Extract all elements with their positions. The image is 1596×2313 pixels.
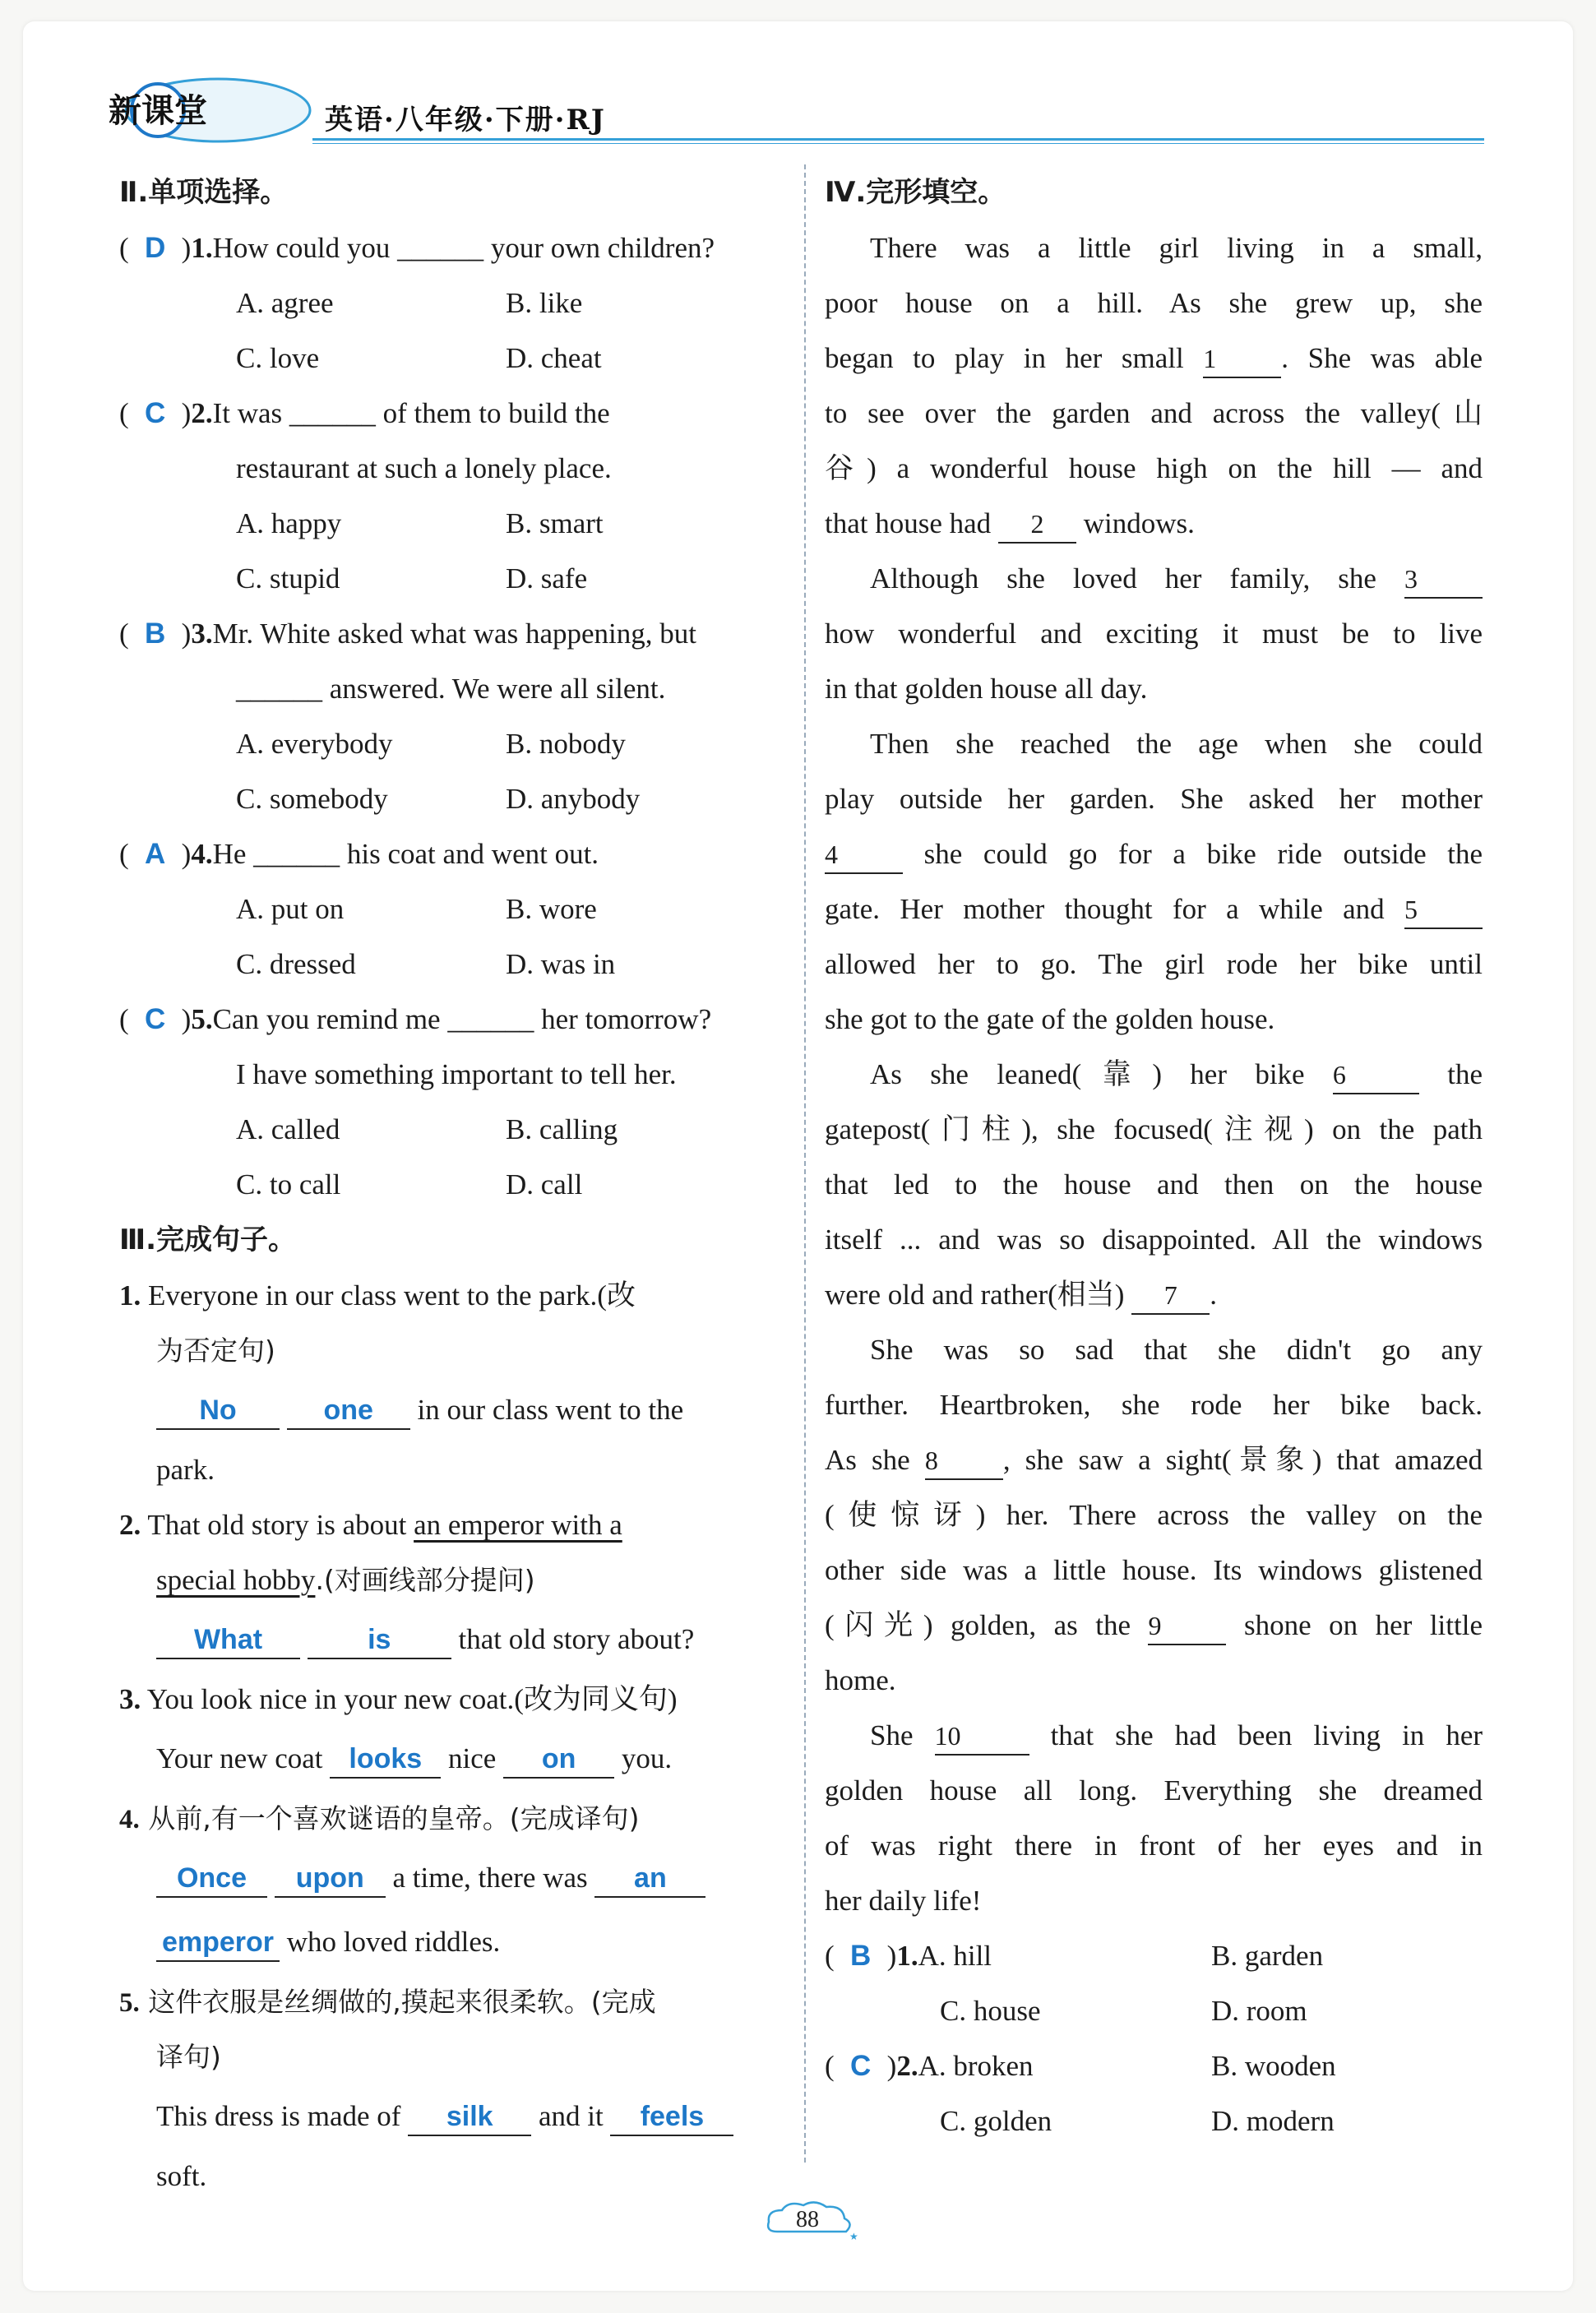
page-number: 88 (796, 2207, 819, 2232)
answer-1: D (145, 232, 166, 264)
cloze-question-1: ( B )1.A. hill B. garden (825, 1940, 1324, 1972)
s3-question-2: 2. That old story is about an emperor with a (119, 1509, 622, 1541)
options-row: A. everybody B. nobody (236, 728, 626, 760)
logo-text: 新课堂 (109, 92, 207, 130)
mc-question-3: ( B )3.Mr. White asked what was happening, but (119, 618, 696, 650)
header-subtitle: 英语·八年级·下册·RJ (325, 104, 606, 136)
cloze-blank-8: 8 (925, 1442, 1003, 1480)
svg-text:★: ★ (849, 2231, 858, 2242)
header-rule-thin (312, 143, 1484, 144)
instruction: 为否定句) (156, 1335, 275, 1367)
options-row: C. to call D. call (236, 1168, 583, 1200)
section-4-title: Ⅳ.完形填空。 (825, 176, 1006, 209)
cloze-blank-7: 7 (1131, 1277, 1210, 1315)
options-row: C. golden D. modern (940, 2105, 1335, 2137)
cloze-blank-4: 4 (825, 836, 903, 874)
answer-5: C (145, 1003, 166, 1035)
cloze-blank-6: 6 (1333, 1057, 1419, 1094)
cloze-answer-1: B (850, 1940, 872, 1972)
s3-question-3: 3. You look nice in your new coat.(改为同义句) (119, 1683, 678, 1715)
cloze-blank-10: 10 (935, 1718, 1029, 1756)
options-row: C. dressed D. was in (236, 948, 616, 980)
mc-question-2: ( C )2.It was ______ of them to build the (119, 397, 610, 429)
cloze-question-2: ( C )2.A. broken B. wooden (825, 2050, 1336, 2082)
page-number-cloud (761, 2195, 859, 2245)
options-row: A. agree B. like (236, 287, 583, 319)
options-row: A. put on B. wore (236, 893, 597, 925)
answer-line: Once upon a time, there was an (119, 1846, 777, 1910)
options-row: C. love D. cheat (236, 342, 602, 374)
answer-2: C (145, 397, 166, 429)
mc-question-4: ( A )4.He ______ his coat and went out. (119, 838, 599, 870)
cloze-blank-3: 3 (1404, 561, 1483, 599)
options-row: C. stupid D. safe (236, 562, 588, 594)
answer-line: emperor who loved riddles. (119, 1910, 777, 1974)
section-3-title: Ⅲ.完成句子。 (119, 1224, 297, 1256)
s3-question-4: 4. 从前,有一个喜欢谜语的皇帝。(完成译句) (119, 1802, 640, 1834)
answer-line: Your new coat looks nice on you. (119, 1727, 777, 1791)
header-rule (312, 138, 1484, 141)
options-row: A. called B. calling (236, 1113, 618, 1145)
question-continuation: ______ answered. We were all silent. (236, 673, 666, 705)
answer-line: This dress is made of silk and it feels (119, 2084, 777, 2149)
options-row: C. house D. room (940, 1995, 1307, 2027)
answer-4: A (145, 838, 166, 870)
question-continuation: restaurant at such a lonely place. (236, 452, 612, 484)
question-continuation: I have something important to tell her. (236, 1058, 677, 1090)
mc-question-1: ( D )1.How could you ______ your own children? (119, 232, 715, 264)
options-row: A. happy B. smart (236, 507, 604, 539)
mc-question-5: ( C )5.Can you remind me ______ her tomorrow? (119, 1003, 712, 1035)
right-column: Ⅳ.完形填空。 There was a little girl living in a small, poor house on a hill. As she grew up, she began to play in her small 1 . She was able to see over the garden and across the valley(山 谷) a wonderful house high on the hill — and that house had 2 windows. Although she loved her family, she 3 how wonderful and exciting it must be to live in that golden house all day. Then she reached the age when she could play outside her garden. She asked her mother 4 she could go for a bike ride outside the gate. Her mother thought for a while and 5 allowed her to go. The girl rode her bike until she got to the gate of the golden house. As she leaned(靠) her bike 6 the gatepost(门柱), she focused(注视) on the path that led to the house and then on the house itself ... and was so disappointed. All the windows were old and rather(相当) 7 . She was so sad that she didn't go any further. Heartbroken, she rode her bike back. As she 8 , she saw a sight(景象) that amazed (使惊讶) her. There across the valley on the other side was a little house. Its windows glistened (闪光) golden, as the 9 shone on her little home. She 10 that she had been living in her golden house all long. Everything she dreamed of was right there in front of her eyes and in her daily life! ( B )1.A. hill B. garden C. house D. room ( C )2.A. broken B. wooden C. golden D. modern (825, 164, 1483, 2149)
cloze-blank-1: 1 (1203, 340, 1281, 378)
answer-3: B (145, 618, 166, 650)
cloze-blank-2: 2 (998, 506, 1076, 544)
section-2-title: Ⅱ.单项选择。 (119, 176, 289, 209)
cloze-blank-9: 9 (1148, 1608, 1226, 1645)
answer-line: No one in our class went to the (119, 1378, 777, 1442)
s3-question-5: 5. 这件衣服是丝绸做的,摸起来很柔软。(完成 (119, 1986, 656, 2018)
left-column: Ⅱ.单项选择。 ( D )1.How could you ______ your own children? A. agree B. like C. love D. cheat ( C )2.It was ______ of them to build the restaurant at such a lonely place. A. happy B. smart C. stupid D. safe ( B )3.Mr. White asked what was happening, but ______ answered. We were all silent. A. everybody B. nobody C. somebody D. anybody ( A )4.He ______ his coat and went out. A. put on B. wore C. dressed D. was in ( C )5.Can you remind me ______ her tomorrow? I have something important to tell her. A. called B. calling C. to call D. call Ⅲ.完成句子。 1. Everyone in our class went to the park.(改 为否定句) No one in our class went to the park. 2. That old story is about an emperor with a special hobby.(对画线部分提问) What is that old story about? 3. You look nice in your new coat.(改为同义句) Your new coat looks nice on you. 4. 从前,有一个喜欢谜语的皇帝。(完成译句) Once upon a time, there was an emperor who loved riddles. 5. 这件衣服是丝绸做的,摸起来很柔软。(完成 译句) This dress is made of silk and it feels soft. (119, 164, 777, 2204)
answer-line: What is that old story about? (119, 1608, 777, 1672)
s3-question-1: 1. Everyone in our class went to the park.(改 (119, 1279, 636, 1311)
cloze-answer-2: C (850, 2050, 872, 2082)
column-divider (804, 164, 806, 2163)
options-row: C. somebody D. anybody (236, 783, 641, 815)
xinketang-logo (109, 76, 312, 145)
cloze-blank-5: 5 (1404, 891, 1483, 929)
